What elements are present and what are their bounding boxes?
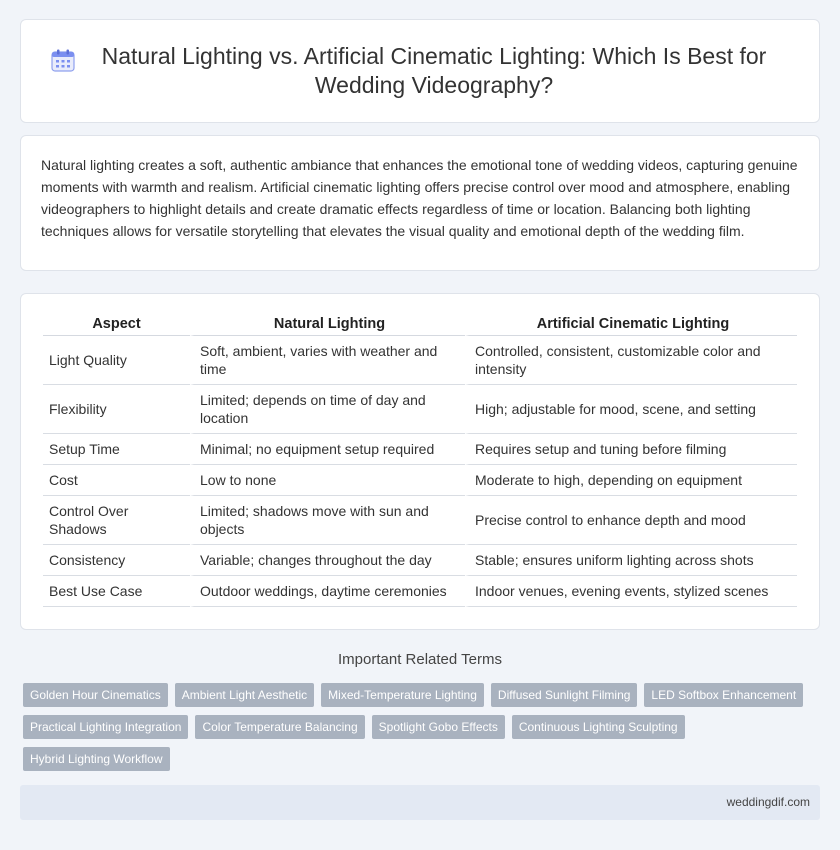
related-term-tag[interactable]: Continuous Lighting Sculpting: [512, 715, 685, 739]
related-terms-list: [23, 683, 823, 771]
footer-site-link[interactable]: weddingdif.com: [726, 795, 810, 809]
row-natural: Limited; shadows move with sun and objects: [190, 496, 465, 545]
comparison-table-card: [20, 293, 820, 630]
related-term-tag[interactable]: Spotlight Gobo Effects: [372, 715, 505, 739]
row-aspect: Consistency: [43, 545, 190, 576]
row-natural: Variable; changes throughout the day: [190, 545, 465, 576]
table-row: [43, 545, 797, 576]
row-aspect: Flexibility: [43, 385, 190, 434]
row-natural: Minimal; no equipment setup required: [190, 434, 465, 465]
row-natural: Low to none: [190, 465, 465, 496]
table-row: [43, 385, 797, 434]
row-artificial: Moderate to high, depending on equipment: [465, 465, 797, 496]
row-artificial: High; adjustable for mood, scene, and setting: [465, 385, 797, 434]
row-natural: Outdoor weddings, daytime ceremonies: [190, 576, 465, 607]
row-artificial: Stable; ensures uniform lighting across shots: [465, 545, 797, 576]
header-natural-lighting: Natural Lighting: [190, 312, 465, 336]
summary-card: [20, 135, 820, 271]
related-term-tag[interactable]: Ambient Light Aesthetic: [175, 683, 314, 707]
row-artificial: Requires setup and tuning before filming: [465, 434, 797, 465]
row-natural: Soft, ambient, varies with weather and time: [190, 336, 465, 385]
related-term-tag[interactable]: Mixed-Temperature Lighting: [321, 683, 484, 707]
table-row: [43, 434, 797, 465]
row-aspect: Control Over Shadows: [43, 496, 190, 545]
footer: [20, 785, 820, 820]
row-natural: Limited; depends on time of day and location: [190, 385, 465, 434]
summary-text: Natural lighting creates a soft, authentic ambiance that enhances the emotional tone of wedding videos, capturing genuine moments with warmth and realism. Artificial cinematic lighting offers precise control over mood and atmosphere, enabling videographers to highlight details and create dramatic effects regardless of time or location. Balancing both lighting techniques allows for versatile storytelling that elevates the visual quality and emotional depth of the wedding film.: [41, 157, 798, 239]
comparison-table: [43, 312, 797, 607]
table-row: [43, 496, 797, 545]
related-terms-heading: Important Related Terms: [338, 651, 502, 668]
table-row: [43, 576, 797, 607]
row-artificial: Controlled, consistent, customizable color and intensity: [465, 336, 797, 385]
header-aspect: Aspect: [43, 312, 190, 336]
row-aspect: Best Use Case: [43, 576, 190, 607]
title-card: [20, 19, 820, 123]
table-row: [43, 336, 797, 385]
related-term-tag[interactable]: Practical Lighting Integration: [23, 715, 188, 739]
related-term-tag[interactable]: Hybrid Lighting Workflow: [23, 747, 170, 771]
row-artificial: Indoor venues, evening events, stylized scenes: [465, 576, 797, 607]
related-term-tag[interactable]: LED Softbox Enhancement: [644, 683, 803, 707]
table-row: [43, 465, 797, 496]
header-artificial-lighting: Artificial Cinematic Lighting: [465, 312, 797, 336]
table-header-row: [43, 312, 797, 336]
row-aspect: Cost: [43, 465, 190, 496]
related-term-tag[interactable]: Diffused Sunlight Filming: [491, 683, 638, 707]
related-term-tag[interactable]: Color Temperature Balancing: [195, 715, 364, 739]
row-artificial: Precise control to enhance depth and mood: [465, 496, 797, 545]
related-term-tag[interactable]: Golden Hour Cinematics: [23, 683, 168, 707]
row-aspect: Setup Time: [43, 434, 190, 465]
row-aspect: Light Quality: [43, 336, 190, 385]
page-title: Natural Lighting vs. Artificial Cinematic Lighting: Which Is Best for Wedding Videography?: [101, 43, 767, 98]
